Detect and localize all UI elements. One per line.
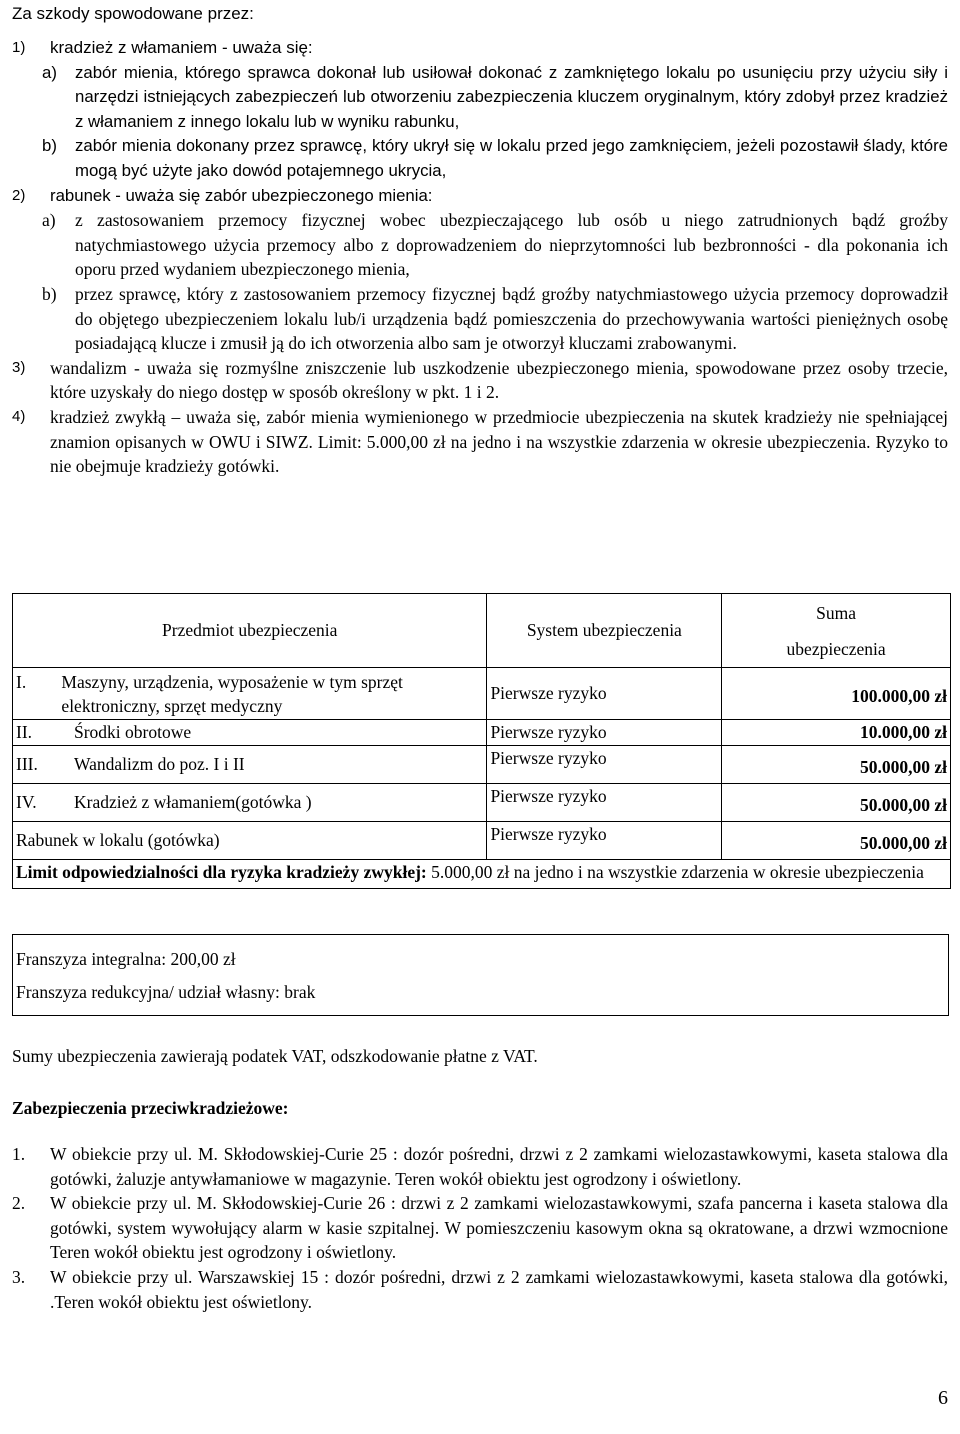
header-sum-line1: Suma bbox=[816, 602, 857, 623]
cell-system: Pierwsze ryzyko bbox=[487, 720, 722, 746]
limit-row bbox=[13, 860, 951, 889]
cell-sum: 10.000,00 zł bbox=[722, 720, 951, 746]
list-item bbox=[12, 184, 948, 209]
cell-subject bbox=[13, 822, 487, 860]
cell-subject bbox=[13, 668, 487, 720]
cell-sum: 50.000,00 zł bbox=[722, 822, 951, 860]
cell-system: Pierwsze ryzyko bbox=[487, 746, 722, 784]
sub-text: przez sprawcę, który z zastosowaniem przemocy fizycznej bądź groźby natychmiastowego użycia przemocy doprowadził do objętego ubezpieczeniem lokalu lub/i urządzenia bądź pomieszczenia do przechowywania wartości pieniężnych osobę posiadającą klucze i zmusił ją do ich otworzenia albo sam je otworzył kluczami zrabowanymi. bbox=[75, 283, 948, 354]
section-heading: Za szkody spowodowane przez: bbox=[12, 4, 254, 23]
list-item bbox=[12, 356, 948, 405]
sub-item bbox=[12, 134, 948, 183]
list-item bbox=[12, 1191, 948, 1265]
page-number: 6 bbox=[938, 1387, 948, 1409]
limit-text: 5.000,00 zł na jedno i na wszystkie zdarzenia w okresie ubezpieczenia bbox=[426, 862, 924, 882]
row-subject: Wandalizm do poz. I i II bbox=[74, 754, 245, 775]
sub-text: zabór mienia, którego sprawca dokonał lub usiłował dokonać z zamkniętego lokalu po usunięciu przy użyciu siły i narzędzi istniejących zabezpieczeń lub otworzeniu zabezpieczenia kluczem oryginalnym, który zdobył przez kradzież z włamaniem z innego lokalu lub w wyniku rabunku, bbox=[75, 62, 948, 131]
sub-letter: b) bbox=[42, 283, 57, 304]
sub-item bbox=[12, 61, 948, 135]
header-sum bbox=[722, 594, 951, 668]
table-row bbox=[13, 784, 951, 822]
row-roman: I. bbox=[16, 672, 27, 692]
sub-letter: a) bbox=[42, 210, 56, 231]
franchise-integral: Franszyza integralna: 200,00 zł bbox=[16, 949, 236, 969]
row-subject: Rabunek w lokalu (gotówka) bbox=[16, 830, 220, 851]
row-roman: IV. bbox=[16, 792, 37, 813]
cell-sum: 100.000,00 zł bbox=[722, 668, 951, 720]
item-text: W obiekcie przy ul. Warszawskiej 15 : dozór pośredni, drzwi z 2 zamkami wielozastawkowymi, kaseta stalowa dla gotówki, .Teren wokół obiektu jest oświetlony. bbox=[50, 1266, 948, 1312]
item-text: rabunek - uważa się zabór ubezpieczonego mienia: bbox=[50, 185, 433, 205]
row-roman: II. bbox=[16, 722, 33, 743]
sub-item bbox=[12, 282, 948, 356]
header-sum-line2: ubezpieczenia bbox=[786, 638, 886, 659]
item-text: wandalizm - uważa się rozmyślne zniszczenie lub uszkodzenie ubezpieczonego mienia, spowodowane przez osoby trzecie, które uzyskały do niego dostęp w sposób określony w pkt. 1 i 2. bbox=[50, 357, 948, 403]
table-row bbox=[13, 720, 951, 746]
risk-definitions-list bbox=[12, 36, 948, 479]
vat-note: Sumy ubezpieczenia zawierają podatek VAT, odszkodowanie płatne z VAT. bbox=[12, 1046, 538, 1066]
cell-sum: 50.000,00 zł bbox=[722, 746, 951, 784]
insurance-table bbox=[12, 593, 951, 889]
table-header-row bbox=[13, 594, 951, 668]
list-item bbox=[12, 1265, 948, 1314]
table-row bbox=[13, 822, 951, 860]
item-text: kradzież zwykłą – uważa się, zabór mienia wymienionego w przedmiocie ubezpieczenia na skutek kradzieży nie spełniającej znamion opisanych w OWU i SIWZ. Limit: 5.000,00 zł na jedno i na wszystkie zdarzenia w okresie ubezpieczenia. Ryzyko to nie obejmuje kradzieży gotówki. bbox=[50, 406, 948, 477]
item-text: kradzież z włamaniem - uważa się: bbox=[50, 38, 313, 57]
item-number: 4) bbox=[12, 407, 26, 425]
item-text: W obiekcie przy ul. M. Skłodowskiej-Curie 25 : dozór pośredni, drzwi z 2 zamkami wielozastawkowymi, kaseta stalowa dla gotówki, żaluzje antywłamaniowe w magazynie. Teren wokół obiektu jest ogrodzony i oświetlony. bbox=[50, 1144, 948, 1189]
row-subject: Kradzież z włamaniem(gotówka ) bbox=[74, 792, 312, 813]
header-subject: Przedmiot ubezpieczenia bbox=[13, 594, 487, 668]
table-row bbox=[13, 746, 951, 784]
row-subject: Środki obrotowe bbox=[74, 722, 192, 743]
security-title: Zabezpieczenia przeciwkradzieżowe: bbox=[12, 1098, 289, 1118]
sub-letter: b) bbox=[42, 136, 57, 156]
cell-system: Pierwsze ryzyko bbox=[487, 784, 722, 822]
sub-letter: a) bbox=[42, 62, 57, 82]
sub-text: zabór mienia dokonany przez sprawcę, który ukrył się w lokalu przed jego zamknięciem, jeżeli pozostawił ślady, które mogą być użyte jako dowód potajemnego ukrycia, bbox=[75, 136, 948, 180]
item-number: 2. bbox=[12, 1193, 26, 1214]
item-number: 3. bbox=[12, 1266, 26, 1287]
cell-subject bbox=[13, 720, 487, 746]
franchise-reduction: Franszyza redukcyjna/ udział własny: brak bbox=[16, 982, 316, 1002]
cell-system: Pierwsze ryzyko bbox=[487, 822, 722, 860]
table-row bbox=[13, 668, 951, 720]
item-number: 2) bbox=[12, 186, 26, 204]
sub-item bbox=[12, 208, 948, 282]
security-list bbox=[12, 1142, 948, 1314]
cell-sum: 50.000,00 zł bbox=[722, 784, 951, 822]
franchise-box bbox=[12, 934, 949, 1016]
cell-subject bbox=[13, 784, 487, 822]
cell-system: Pierwsze ryzyko bbox=[487, 668, 722, 720]
item-text: W obiekcie przy ul. M. Skłodowskiej-Curie 26 : drzwi z 2 zamkami wielozastawkowymi, szafa pancerna i kaseta stalowa dla gotówki, system wywołujący alarm w kasie szpitalnej. W pomieszczeniu kasowym okna są okratowane, a drzwi wzmocnione Teren wokół obiektu jest ogrodzony i oświetlony. bbox=[50, 1193, 948, 1263]
item-number: 1) bbox=[12, 39, 26, 56]
list-item bbox=[12, 1142, 948, 1191]
limit-label: Limit odpowiedzialności dla ryzyka kradzieży zwykłej: bbox=[16, 862, 427, 882]
item-number: 1. bbox=[12, 1144, 26, 1164]
list-item bbox=[12, 405, 948, 479]
header-system: System ubezpieczenia bbox=[487, 594, 722, 668]
item-number: 3) bbox=[12, 358, 26, 376]
sub-text: z zastosowaniem przemocy fizycznej wobec ubezpieczającego lub osób u niego zatrudnionych bądź groźby natychmiastowego użycia przemocy albo z doprowadzeniem do nieprzytomności lub bezbronności - dla pokonania ich oporu przed wydaniem ubezpieczonego mienia, bbox=[75, 210, 948, 280]
row-subject: Maszyny, urządzenia, wyposażenie w tym sprzęt elektroniczny, sprzęt medyczny bbox=[61, 672, 403, 716]
limit-cell bbox=[13, 860, 951, 889]
row-roman: III. bbox=[16, 754, 38, 775]
cell-subject bbox=[13, 746, 487, 784]
list-item bbox=[12, 36, 948, 61]
